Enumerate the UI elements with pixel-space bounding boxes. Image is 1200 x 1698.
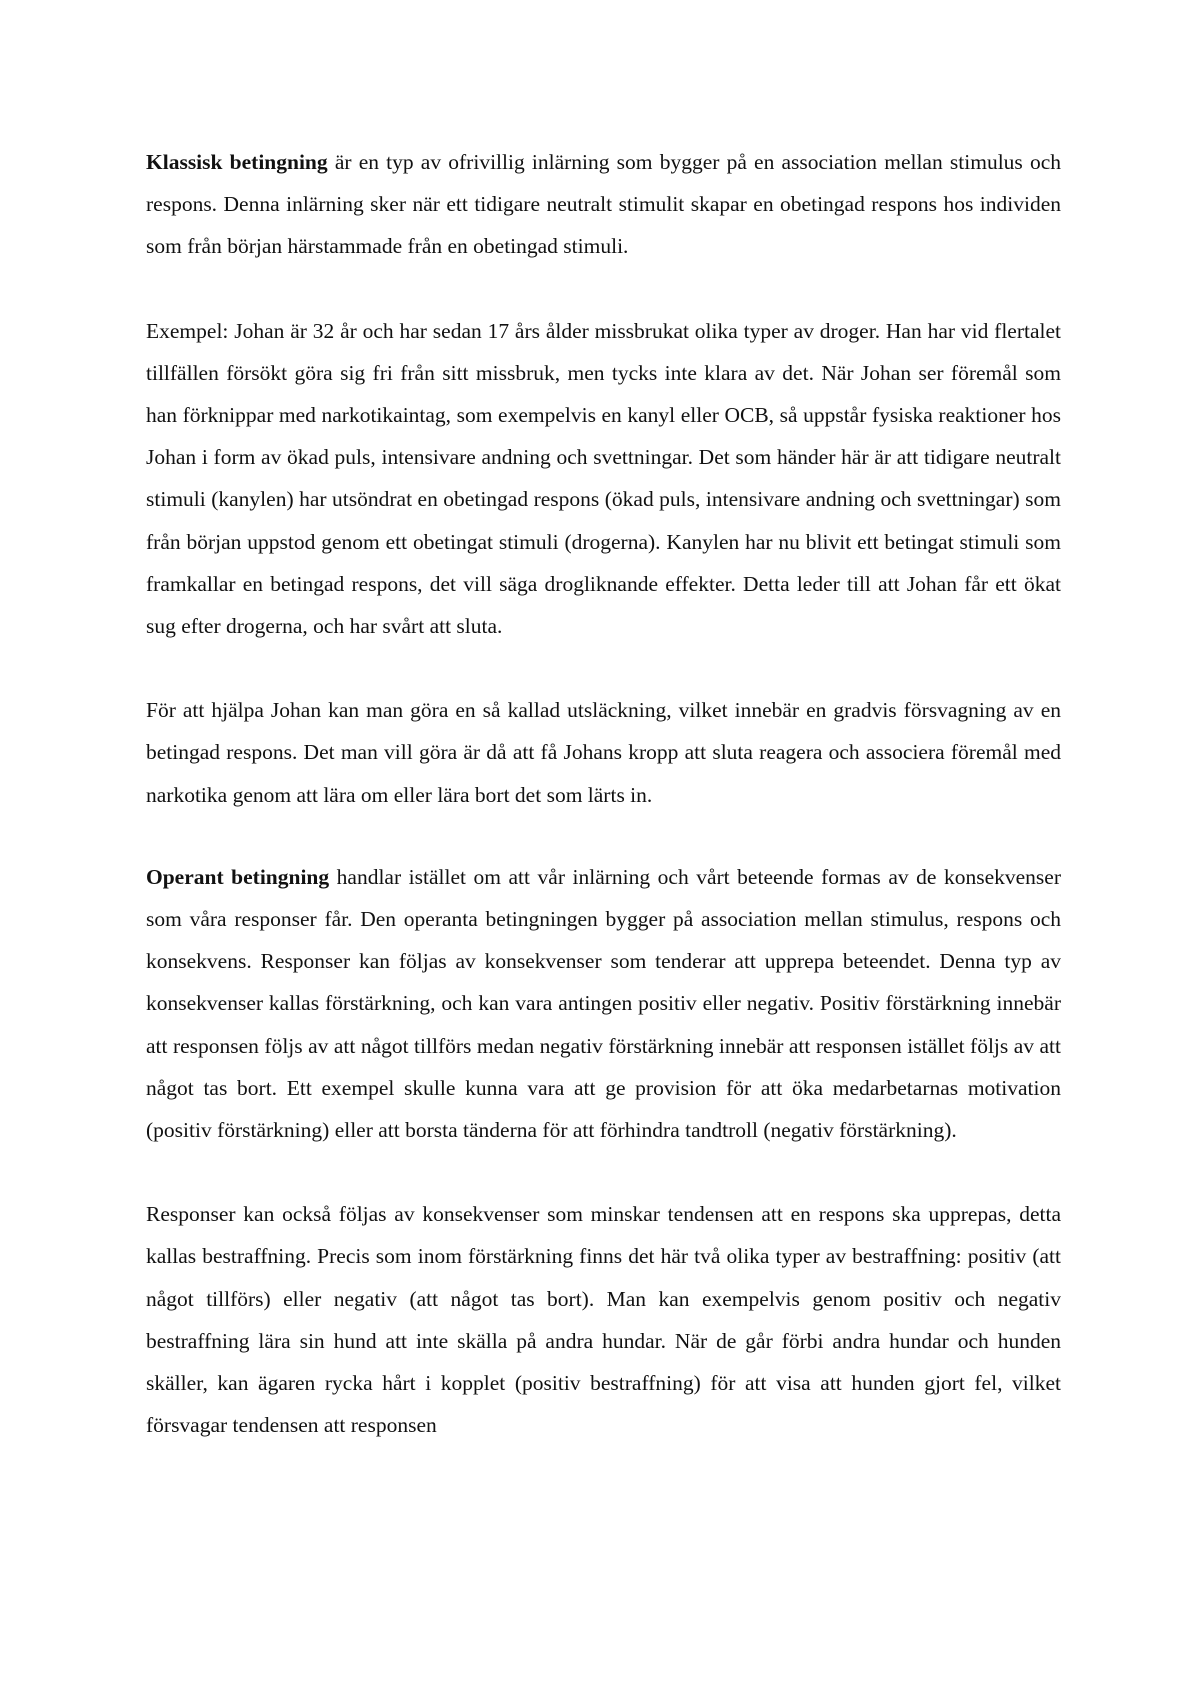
- paragraph-operant-betingning: [146, 856, 1061, 1151]
- paragraph-text: Responser kan också följas av konsekvenser som minskar tendensen att en respons ska upprepas, detta kallas bestraffning. Precis som inom förstärkning finns det här två olika typer av bestraffning: positiv (att något tillförs) eller negativ (att något tas bort). Man kan exempelvis genom positiv och negativ bestraffning lära sin hund att inte skälla på andra hundar. När de går förbi andra hundar och hunden skäller, kan ägaren rycka hårt i kopplet (positiv bestraffning) för att visa att hunden gjort fel, vilket försvagar tendensen att responsen: [146, 1202, 1061, 1438]
- document-page: [146, 141, 1061, 1488]
- paragraph-text: är en typ av ofrivillig inlärning som bygger på en association mellan stimulus och respons. Denna inlärning sker när ett tidigare neutralt stimulit skapar en obetingad respons hos individen som från början härstammade från en obetingad stimuli.: [146, 150, 1061, 259]
- paragraph-text: För att hjälpa Johan kan man göra en så kallad utsläckning, vilket innebär en gradvis försvagning av en betingad respons. Det man vill göra är då att få Johans kropp att sluta reagera och associera föremål med narkotika genom att lära om eller lära bort det som lärts in.: [146, 698, 1061, 807]
- paragraph-klassisk-betingning: [146, 141, 1061, 268]
- term-klassisk-betingning: Klassisk betingning: [146, 150, 328, 174]
- paragraph-text: Exempel: Johan är 32 år och har sedan 17 års ålder missbrukat olika typer av droger. Han har vid flertalet tillfällen försökt göra sig fri från sitt missbruk, men tycks inte klara av det. När Johan ser föremål som han förknippar med narkotikaintag, som exempelvis en kanyl eller OCB, så uppstår fysiska reaktioner hos Johan i form av ökad puls, intensivare andning och svettningar. Det som händer här är att tidigare neutralt stimuli (kanylen) har utsöndrat en obetingad respons (ökad puls, intensivare andning och svettningar) som från början uppstod genom ett obetingat stimuli (drogerna). Kanylen har nu blivit ett betingat stimuli som framkallar en betingad respons, det vill säga drogliknande effekter. Detta leder till att Johan får ett ökat sug efter drogerna, och har svårt att sluta.: [146, 318, 1061, 639]
- paragraph-utslackning: [146, 689, 1061, 816]
- term-operant-betingning: Operant betingning: [146, 864, 330, 889]
- paragraph-bestraffning: [146, 1193, 1061, 1446]
- paragraph-text: handlar istället om att vår inlärning och vårt beteende formas av de konsekvenser som våra responser får. Den operanta betingningen bygger på association mellan stimulus, respons och konsekvens. Responser kan följas av konsekvenser som tenderar att upprepa beteendet. Denna typ av konsekvenser kallas förstärkning, och kan vara antingen positiv eller negativ. Positiv förstärkning innebär att responsen följs av att något tillförs medan negativ förstärkning innebär att responsen istället följs av att något tas bort. Ett exempel skulle kunna vara att ge provision för att öka medarbetarnas motivation (positiv förstärkning) eller att borsta tänderna för att förhindra tandtroll (negativ förstärkning).: [146, 864, 1061, 1143]
- paragraph-exempel-johan: [146, 310, 1061, 648]
